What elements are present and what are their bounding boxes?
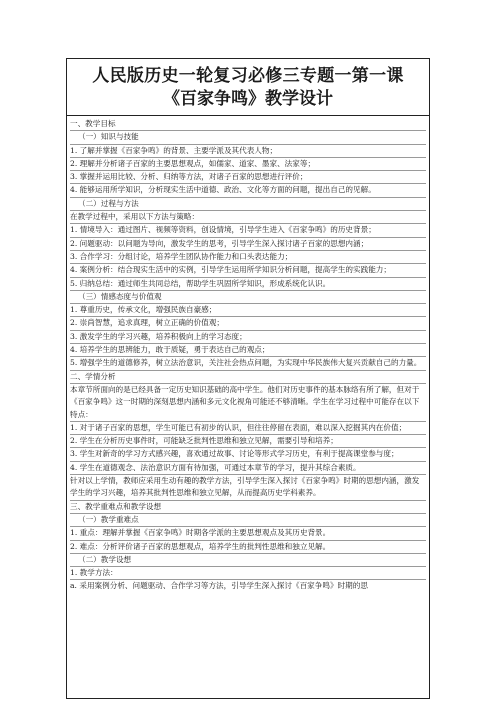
text-line: 在教学过程中，采用以下方法与策略： bbox=[70, 211, 426, 224]
text-line: （二）过程与方法 bbox=[70, 198, 426, 211]
text-line: 4. 学生在道德观念、法治意识方面有待加强，可通过本章节的学习，提升其综合素质。 bbox=[70, 462, 426, 475]
text-line: 3. 合作学习：分组讨论，培养学生团队协作能力和口头表达能力； bbox=[70, 251, 426, 264]
text-line: 2. 难点：分析评价诸子百家的思想观点，培养学生的批判性思维和独立见解。 bbox=[70, 541, 426, 554]
title-line-1: 人民版历史一轮复习必修三专题一第一课 bbox=[92, 66, 404, 86]
document-page bbox=[66, 58, 430, 699]
document-title bbox=[67, 59, 429, 116]
text-line: 本章节所面向的是已经具备一定历史知识基础的高中学生。他们对历史事件的基本脉络有所了解，但对于《百家争鸣》这一时期的深刻思想内涵和多元文化视角可能还不够清晰。学生在学习过程中可能存在以下特点： bbox=[70, 384, 426, 422]
text-line: 1. 重点：理解并掌握《百家争鸣》时期各学派的主要思想观点及其历史背景。 bbox=[70, 527, 426, 540]
title-line-2: 《百家争鸣》教学设计 bbox=[163, 89, 333, 109]
text-line: 2. 崇尚智慧，追求真理，树立正确的价值观； bbox=[70, 317, 426, 330]
text-line: 1. 情境导入：通过图片、视频等资料，创设情境，引导学生进入《百家争鸣》的历史背景； bbox=[70, 224, 426, 237]
text-line: 5. 增强学生的道德修养，树立法治意识，关注社会热点问题，为实现中华民族伟大复兴贡献自己的力量。 bbox=[70, 357, 426, 370]
text-line: 针对以上学情，教师应采用生动有趣的教学方法，引导学生深入探讨《百家争鸣》时期的思想内涵，激发学生的学习兴趣，培养其批判性思维和独立见解，从而提高历史学科素养。 bbox=[70, 475, 426, 501]
text-line: 4. 案例分析：结合现实生活中的实例，引导学生运用所学知识分析问题，提高学生的实践能力； bbox=[70, 264, 426, 277]
text-line: 3. 激发学生的学习兴趣，培养积极向上的学习态度； bbox=[70, 331, 426, 344]
text-line: 2. 问题驱动：以问题为导向，激发学生的思考，引导学生深入探讨诸子百家的思想内涵； bbox=[70, 238, 426, 251]
text-line: 2. 学生在分析历史事件时，可能缺乏批判性思维和独立见解，需要引导和培养； bbox=[70, 435, 426, 448]
text-line: 3. 掌握并运用比较、分析、归纳等方法，对诸子百家的思想进行评价； bbox=[70, 171, 426, 184]
text-line: （一）知识与技能 bbox=[70, 131, 426, 144]
text-line: （二）教学设想 bbox=[70, 554, 426, 567]
text-line: （三）情感态度与价值观 bbox=[70, 291, 426, 304]
text-line: 1. 对于诸子百家的思想，学生可能已有初步的认识，但往往停留在表面，难以深入挖掘其内在价值； bbox=[70, 422, 426, 435]
text-line: 二、学情分析 bbox=[70, 371, 426, 384]
text-line: 4. 培养学生的思辨能力，敢于质疑，勇于表达自己的观点； bbox=[70, 344, 426, 357]
text-line: （一）教学重难点 bbox=[70, 514, 426, 527]
document-body bbox=[67, 116, 429, 593]
text-line: 3. 学生对新奇的学习方式感兴趣，喜欢通过故事、讨论等形式学习历史，有利于提高课堂参与度； bbox=[70, 448, 426, 461]
text-line: 2. 理解并分析诸子百家的主要思想观点，如儒家、道家、墨家、法家等； bbox=[70, 158, 426, 171]
text-line: a. 采用案例分析、问题驱动、合作学习等方法，引导学生深入探讨《百家争鸣》时期的思 bbox=[70, 581, 368, 591]
text-line: 三、教学重难点和教学设想 bbox=[70, 501, 426, 514]
text-line: 一、教学目标 bbox=[70, 118, 426, 131]
text-line: 1. 教学方法： bbox=[70, 567, 426, 580]
text-line: 1. 了解并掌握《百家争鸣》的背景、主要学派及其代表人物； bbox=[70, 145, 426, 158]
text-line: 5. 归纳总结：通过师生共同总结，帮助学生巩固所学知识，形成系统化认识。 bbox=[70, 278, 426, 291]
text-line: 4. 能够运用所学知识，分析现实生活中道德、政治、文化等方面的问题，提出自己的见解。 bbox=[70, 184, 426, 197]
text-line: 1. 尊重历史，传承文化，增强民族自豪感； bbox=[70, 304, 426, 317]
